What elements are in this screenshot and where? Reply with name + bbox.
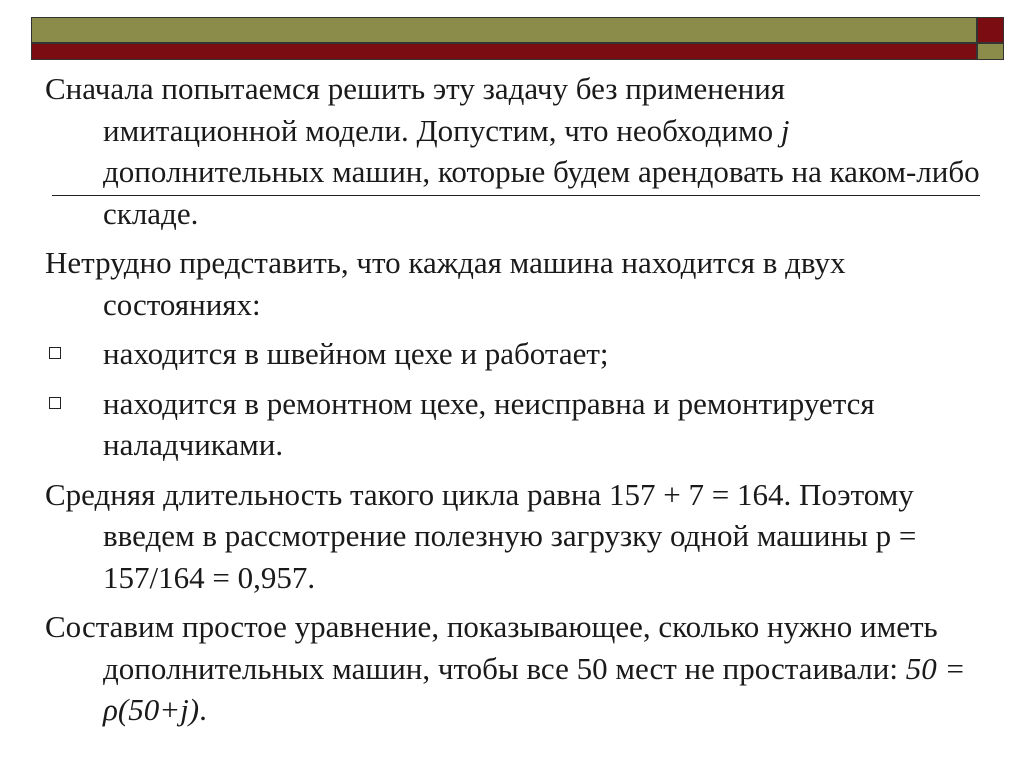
bullet-item	[45, 383, 980, 466]
paragraph-cycle: Средняя длительность такого цикла равна 157 + 7 = 164. Поэтому введем в рассмотрение полезную загрузку одной машины p = 157/164 = 0,957.	[45, 476, 917, 595]
corner-square-olive	[977, 43, 1004, 60]
bullet-text: находится в швейном цехе и работает;	[103, 336, 609, 371]
square-bullet-icon	[49, 347, 61, 359]
header-bar-red	[31, 43, 977, 60]
slide-body	[45, 68, 980, 739]
header-bar-olive	[31, 17, 977, 43]
square-bullet-icon	[49, 397, 61, 409]
paragraph-states: Нетрудно представить, что каждая машина находится в двух состояниях:	[45, 245, 846, 322]
paragraph-intro	[45, 68, 980, 234]
bullet-item	[45, 333, 980, 375]
paragraph-intro-text: Сначала попытаемся решить эту задачу без применения имитационной модели. Допустим, что необходимо	[45, 71, 786, 148]
paragraph-equation-text: Составим простое уравнение, показывающее, сколько нужно иметь дополнительных машин, чтобы все 50 мест не простаивали:	[45, 609, 938, 686]
paragraph-equation-end: .	[199, 692, 207, 727]
paragraph-equation	[45, 606, 980, 731]
equation-formula: 50 = ρ(50+j)	[103, 650, 966, 727]
bullet-text: находится в ремонтном цехе, неисправна и ремонтируется наладчиками.	[103, 385, 875, 462]
variable-j: j	[780, 112, 790, 148]
corner-square-red	[977, 17, 1004, 43]
paragraph-intro-text-end: дополнительных машин, которые будем арендовать на каком-либо складе.	[103, 154, 980, 231]
